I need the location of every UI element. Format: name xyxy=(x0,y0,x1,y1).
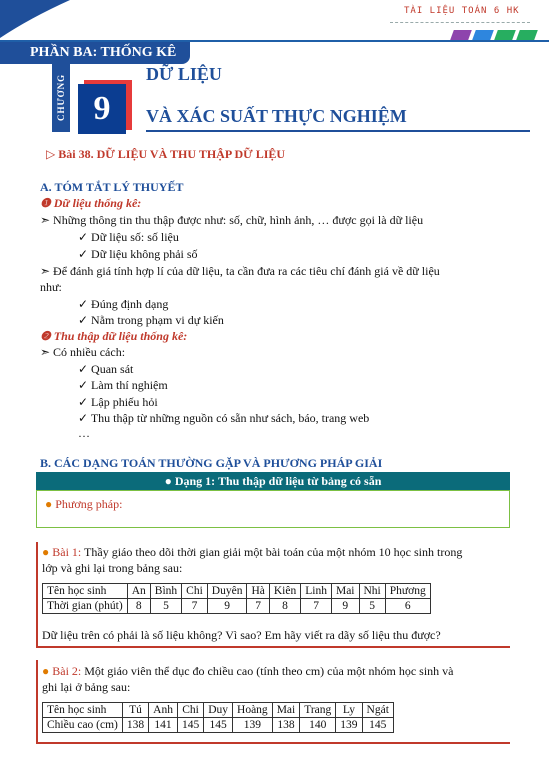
exercise-1-question: Dữ liệu trên có phải là số liệu không? Vì sao? Em hãy viết ra dãy số liệu thu được? xyxy=(42,628,441,642)
table-cell: 7 xyxy=(247,599,269,614)
method-box xyxy=(36,490,510,528)
header-dash-divider xyxy=(390,22,530,23)
table-row xyxy=(43,703,394,718)
accent-chip-blue xyxy=(472,30,494,40)
summary-line-2-cont: như: xyxy=(40,280,62,294)
table-cell: Hà xyxy=(247,584,269,599)
chapter-title-rule xyxy=(146,130,530,132)
table-cell: 9 xyxy=(207,599,247,614)
row-label: Thời gian (phút) xyxy=(43,599,128,614)
method-label: ● Phương pháp: xyxy=(45,497,123,511)
list-item: ✓ Đúng định dạng xyxy=(78,297,169,311)
bullet-icon: ● xyxy=(42,545,53,559)
table-cell: 138 xyxy=(272,718,300,733)
exercise-2-underline xyxy=(36,742,510,744)
section-2-title: ❷ Thu thập dữ liệu thống kê: xyxy=(40,329,188,343)
table-cell: 5 xyxy=(359,599,385,614)
table-cell: 139 xyxy=(233,718,273,733)
exercise-1-table xyxy=(42,583,431,614)
accent-chip-purple xyxy=(450,30,472,40)
chapter-number: 9 xyxy=(78,84,126,134)
lesson-title: ▷ Bài 38. DỮ LIỆU VÀ THU THẬP DỮ LIỆU xyxy=(46,147,286,161)
table-cell: 5 xyxy=(150,599,181,614)
table-cell: Ngát xyxy=(362,703,393,718)
table-cell: Trang xyxy=(300,703,336,718)
exercise-1-text: ● Bài 1: Thầy giáo theo dõi thời gian giải một bài toán của một nhóm 10 học sinh trong lớp và ghi lại trong bảng sau: xyxy=(42,545,463,575)
row-label: Tên học sinh xyxy=(43,703,123,718)
table-cell: Ly xyxy=(336,703,362,718)
bullet-icon: ● xyxy=(45,497,56,511)
list-item: ✓ Dữ liệu không phải số xyxy=(78,247,198,261)
table-cell: 8 xyxy=(127,599,150,614)
summary-heading: A. TÓM TẮT LÝ THUYẾT xyxy=(40,180,184,194)
exercise-2-table xyxy=(42,702,394,733)
table-cell: 145 xyxy=(204,718,233,733)
table-cell: 145 xyxy=(362,718,393,733)
table-cell: 7 xyxy=(182,599,208,614)
list-item: ✓ Làm thí nghiệm xyxy=(78,378,168,392)
list-item: ✓ Quan sát xyxy=(78,362,134,376)
table-cell: Phương xyxy=(385,584,430,599)
summary-line-2: ➣ Để đánh giá tính hợp lí của dữ liệu, ta cần đưa ra các tiêu chí đánh giá về dữ liệu xyxy=(40,264,440,278)
bullet-icon: ● xyxy=(42,664,53,678)
table-row xyxy=(43,718,394,733)
list-item: ✓ Thu thập từ những nguồn có sẵn như sách, báo, trang web xyxy=(78,411,370,425)
table-cell: 138 xyxy=(122,718,148,733)
exercise-1-bar xyxy=(36,542,38,648)
section-1-title: ❶ Dữ liệu thống kê: xyxy=(40,196,142,210)
exercise-1-underline xyxy=(36,646,510,648)
table-cell: 141 xyxy=(149,718,178,733)
table-row xyxy=(43,584,431,599)
table-cell: Mai xyxy=(331,584,359,599)
table-cell: Bình xyxy=(150,584,181,599)
list-item: ✓ Dữ liệu số: số liệu xyxy=(78,230,179,244)
chapter-title-line-1: DỮ LIỆU xyxy=(146,64,222,84)
table-cell: Mai xyxy=(272,703,300,718)
table-cell: Linh xyxy=(301,584,332,599)
table-cell: 139 xyxy=(336,718,362,733)
play-icon: ▷ xyxy=(46,147,59,161)
accent-chip-green xyxy=(494,30,516,40)
table-cell: Tú xyxy=(122,703,148,718)
accent-chip-green-2 xyxy=(516,30,538,40)
table-cell: Duyên xyxy=(207,584,247,599)
exercise-2-text: ● Bài 2: Một giáo viên thể dục đo chiều cao (tính theo cm) của một nhóm học sinh và ghi lại ở bảng sau: xyxy=(42,664,454,694)
part-banner: PHẦN BA: THỐNG KÊ xyxy=(0,42,190,64)
list-item: ✓ Nằm trong phạm vi dự kiến xyxy=(78,313,224,327)
table-cell: Chi xyxy=(182,584,208,599)
series-title: TÀI LIỆU TOÁN 6 HK xyxy=(404,6,520,16)
type-1-banner: ● Dạng 1: Thu thập dữ liệu từ bảng có sẵn xyxy=(36,472,510,490)
chapter-label: CHƯƠNG xyxy=(52,62,70,132)
table-cell: 9 xyxy=(331,599,359,614)
list-item: ✓ Lập phiếu hỏi xyxy=(78,395,158,409)
row-label: Tên học sinh xyxy=(43,584,128,599)
table-cell: 6 xyxy=(385,599,430,614)
summary-line-1: ➣ Những thông tin thu thập được như: số, chữ, hình ảnh, … được gọi là dữ liệu xyxy=(40,213,424,227)
table-cell: 8 xyxy=(269,599,300,614)
table-cell: Duy xyxy=(204,703,233,718)
table-cell: An xyxy=(127,584,150,599)
table-cell: Hoàng xyxy=(233,703,273,718)
summary-line-3: ➣ Có nhiều cách: xyxy=(40,345,126,359)
ellipsis: … xyxy=(78,426,90,440)
exercise-2-bar xyxy=(36,660,38,744)
table-cell: Kiên xyxy=(269,584,300,599)
table-cell: Nhi xyxy=(359,584,385,599)
table-cell: Anh xyxy=(149,703,178,718)
row-label: Chiều cao (cm) xyxy=(43,718,123,733)
table-cell: 140 xyxy=(300,718,336,733)
table-cell: 7 xyxy=(301,599,332,614)
table-cell: 145 xyxy=(177,718,203,733)
table-row xyxy=(43,599,431,614)
chapter-title-line-2: VÀ XÁC SUẤT THỰC NGHIỆM xyxy=(146,106,407,126)
section-b-heading: B. CÁC DẠNG TOÁN THƯỜNG GẶP VÀ PHƯƠNG PHÁP GIẢI xyxy=(40,456,383,470)
corner-decoration xyxy=(0,0,70,40)
table-cell: Chi xyxy=(177,703,203,718)
